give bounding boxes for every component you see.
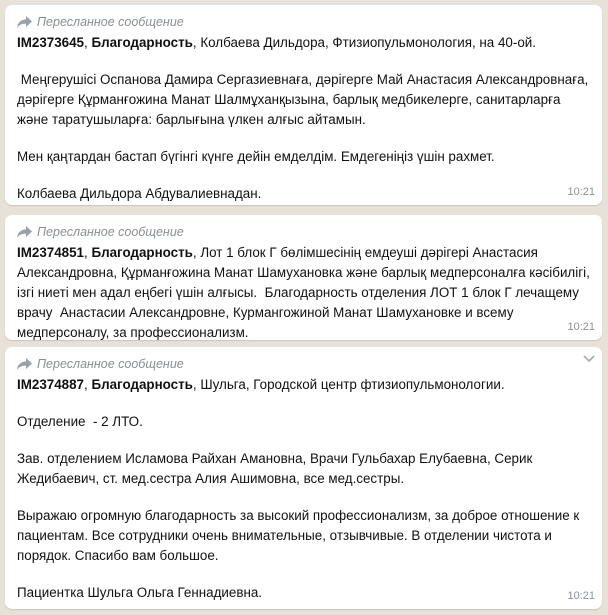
forwarded-label: Пересланное сообщение bbox=[37, 225, 184, 239]
message-header: IM2374851, Благодарность, Лот 1 блок Г бөлімшесінің емдеуші дәрігері Анастасия Александровна, Құрманғожина Манат Шамухановка және барлық медперсоналға кәсібилігі, ізгі ниеті мен адал еңбегі үшін алғысы. Благодарность отделения ЛОТ 1 блок Г лечащему врачу Анастасии Александровне, Курмангожиной Манат Шамухановке и всему медперсоналу, за профессионализм. bbox=[17, 245, 594, 340]
message-paragraph: Меңгерушісі Оспанова Дамира Сергазиевнаға, дәрігерге Май Анастасия Александровнаға, дәрігерге Құрманғожина Манат Шалмұханқызына, барлық медбикелерге, санитарларға және таратушыларға: барлығына үлкен алғыс айтамын. bbox=[17, 72, 592, 127]
message-text bbox=[17, 375, 592, 603]
message-header-rest: , Шульга, Городской центр фтизиопульмонологии. bbox=[192, 377, 505, 392]
forwarded-header bbox=[17, 13, 592, 31]
message-paragraph: Выражаю огромную благодарность за высокий профессионализм, за доброе отношение к пациентам. Все сотрудники очень внимательные, отзывчивые. В отделении чистота и порядок. Спасибо вам большое. bbox=[17, 508, 584, 563]
message-id: IM2374887 bbox=[17, 377, 85, 392]
message-header-rest: , Колбаева Дильдора, Фтизиопульмонология, на 40-ой. bbox=[192, 35, 536, 50]
chevron-down-icon[interactable] bbox=[582, 353, 596, 365]
message-paragraph: Зав. отделением Исламова Райхан Амановна, Врачи Гульбахар Елубаевна, Серик Жедибаевич, ст. мед.сестра Алия Ашимовна, все мед.сестры. bbox=[17, 451, 537, 486]
message-bubble-2[interactable] bbox=[5, 215, 602, 340]
forward-arrow-icon bbox=[17, 16, 32, 28]
forward-arrow-icon bbox=[17, 226, 32, 238]
message-time: 10:21 bbox=[567, 590, 595, 602]
message-tag: Благодарность bbox=[91, 35, 193, 50]
message-paragraph: Колбаева Дильдора Абдувалиевнадан. bbox=[17, 186, 262, 201]
message-bubble-1[interactable] bbox=[5, 5, 602, 205]
message-bubble-3[interactable] bbox=[5, 347, 602, 609]
message-header: IM2373645, Благодарность, Колбаева Дильдора, Фтизиопульмонология, на 40-ой. bbox=[17, 35, 536, 50]
forwarded-label: Пересланное сообщение bbox=[37, 15, 184, 29]
forward-arrow-icon bbox=[17, 358, 32, 370]
message-header: IM2374887, Благодарность, Шульга, Городской центр фтизиопульмонологии. bbox=[17, 377, 505, 392]
message-time: 10:21 bbox=[567, 186, 595, 198]
message-paragraph: Пациентка Шульга Ольга Геннадиевна. bbox=[17, 585, 263, 600]
forwarded-header bbox=[17, 355, 592, 373]
forwarded-label: Пересланное сообщение bbox=[37, 357, 184, 371]
message-id: IM2373645 bbox=[17, 35, 85, 50]
message-paragraph: Отделение - 2 ЛТО. bbox=[17, 414, 143, 429]
message-tag: Благодарность bbox=[91, 245, 193, 260]
message-text bbox=[17, 243, 592, 343]
message-tag: Благодарность bbox=[91, 377, 193, 392]
message-time: 10:21 bbox=[567, 321, 595, 333]
message-text bbox=[17, 33, 592, 204]
message-id: IM2374851 bbox=[17, 245, 85, 260]
message-paragraph: Мен қаңтардан бастап бүгінгі күнге дейін емделдім. Емдегеніңіз үшін рахмет. bbox=[17, 149, 495, 164]
message-header-rest: , Лот 1 блок Г бөлімшесінің емдеуші дәрігері Анастасия Александровна, Құрманғожина Манат Шамухановка және барлық медперсоналға кәсібилігі, ізгі ниеті мен адал еңбегі үшін алғысы. Благодарность отделения ЛОТ 1 блок Г лечащему врачу Анастасии Александровне, Курмангожиной Манат Шамухановке и всему медперсоналу, за профессионализм. bbox=[17, 245, 594, 340]
forwarded-header bbox=[17, 223, 592, 241]
